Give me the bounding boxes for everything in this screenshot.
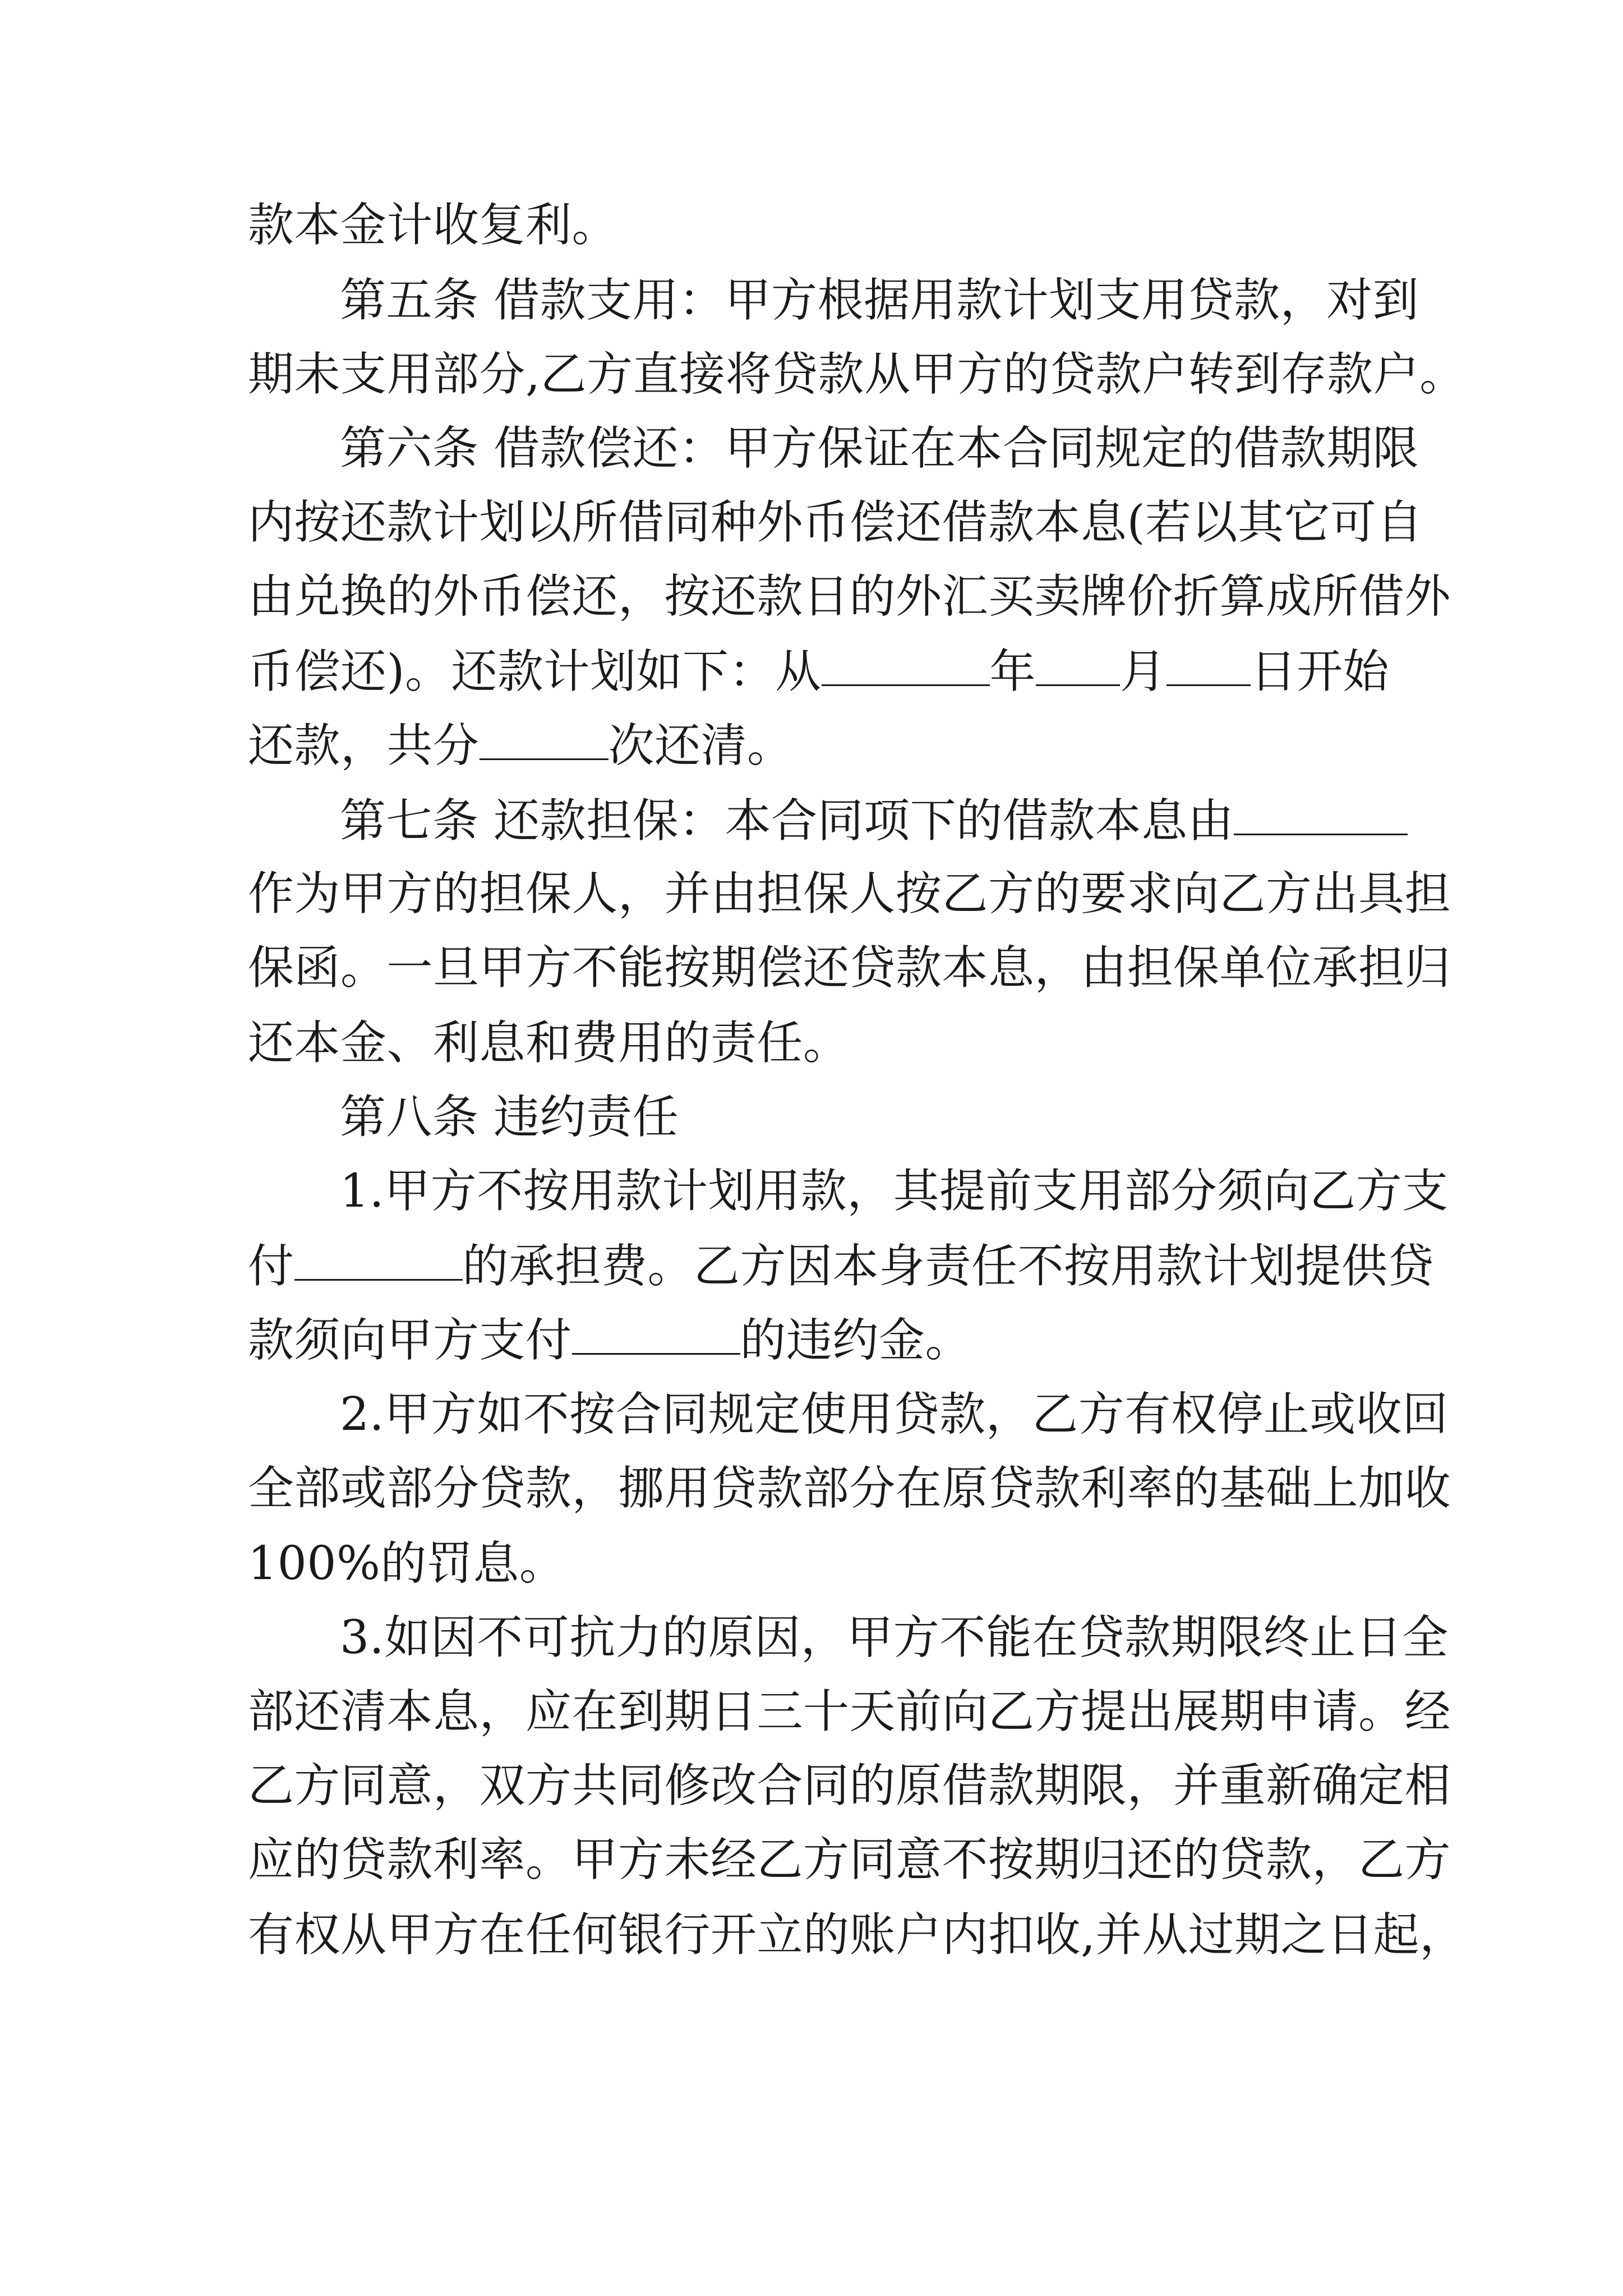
text-segment: 作为甲方的担保人，并由担保人按乙方的要求向乙方出具担 xyxy=(248,867,1451,921)
text-segment: 应的贷款利率。甲方未经乙方同意不按期归还的贷款，乙方 xyxy=(248,1833,1451,1887)
text-line xyxy=(248,273,1419,329)
text-line xyxy=(248,1536,565,1592)
text-line xyxy=(248,1239,1434,1295)
text-segment: 乙方同意，双方共同修改合同的原借款期限，并重新确定相 xyxy=(248,1759,1451,1812)
text-segment: 次还清。 xyxy=(608,719,794,772)
text-line xyxy=(248,940,1451,996)
text-line xyxy=(248,866,1451,922)
text-segment: 由兑换的外币偿还，按还款日的外汇买卖牌价折算成所借外 xyxy=(248,570,1451,623)
text-line xyxy=(248,1387,1449,1443)
text-segment: 的承担费。乙方因本身责任不按用款计划提供贷 xyxy=(462,1240,1435,1293)
fill-in-blank xyxy=(1234,793,1408,835)
text-segment: 第五条 借款支用：甲方根据用款计划支用贷款，对到 xyxy=(340,274,1419,327)
text-line xyxy=(248,1163,1449,1220)
text-line xyxy=(248,197,618,254)
text-line xyxy=(248,1015,850,1071)
text-segment: 第八条 违约责任 xyxy=(340,1091,679,1144)
text-line xyxy=(248,1461,1451,1517)
fill-in-blank xyxy=(822,644,990,686)
text-segment: 保函。一旦甲方不能按期偿还贷款本息，由担保单位承担归 xyxy=(248,941,1451,995)
text-segment: 日开始 xyxy=(1250,645,1390,698)
text-segment: 3.如因不可抗力的原因，甲方不能在贷款期限终止日全 xyxy=(340,1611,1449,1664)
text-segment: 款须向甲方支付 xyxy=(248,1314,572,1367)
text-segment: 还本金、利息和费用的责任。 xyxy=(248,1016,850,1070)
text-line xyxy=(248,1610,1449,1666)
fill-in-blank xyxy=(1036,644,1120,686)
text-line xyxy=(248,1758,1451,1814)
text-line xyxy=(248,718,794,774)
text-segment: 第六条 借款偿还：甲方保证在本合同规定的借款期限 xyxy=(340,422,1419,475)
text-line xyxy=(248,347,1466,403)
text-segment: 币偿还)。还款计划如下：从 xyxy=(248,645,822,698)
text-segment: 期未支用部分,乙方直接将贷款从甲方的贷款户转到存款户。 xyxy=(248,348,1466,401)
text-segment: 有权从甲方在任何银行开立的账户内扣收,并从过期之日起， xyxy=(248,1908,1466,1962)
text-line xyxy=(248,1832,1451,1888)
text-segment: 全部或部分贷款，挪用贷款部分在原贷款利率的基础上加收 xyxy=(248,1462,1451,1515)
text-segment: 月 xyxy=(1120,645,1166,698)
text-segment: 还款，共分 xyxy=(248,719,479,772)
text-line xyxy=(248,569,1451,625)
fill-in-blank xyxy=(479,718,608,760)
fill-in-blank xyxy=(1166,644,1251,686)
text-line xyxy=(248,793,1408,849)
fill-in-blank xyxy=(294,1239,463,1281)
text-line xyxy=(248,1907,1466,1963)
text-segment: 的违约金。 xyxy=(740,1314,972,1367)
text-segment: 第七条 还款担保：本合同项下的借款本息由 xyxy=(340,794,1234,848)
text-segment: 100%的罚息。 xyxy=(248,1537,566,1590)
text-line xyxy=(248,644,1389,700)
text-line xyxy=(248,1313,971,1369)
text-line xyxy=(248,1089,679,1145)
text-line xyxy=(248,495,1423,551)
text-segment: 2.甲方如不按合同规定使用贷款，乙方有权停止或收回 xyxy=(340,1388,1449,1441)
text-line xyxy=(248,421,1419,477)
text-segment: 款本金计收复利。 xyxy=(248,199,619,252)
text-segment: 1.甲方不按用款计划用款，其提前支用部分须向乙方支 xyxy=(340,1165,1449,1218)
text-segment: 部还清本息，应在到期日三十天前向乙方提出展期申请。经 xyxy=(248,1685,1451,1738)
text-segment: 年 xyxy=(989,645,1036,698)
text-segment: 付 xyxy=(248,1240,294,1293)
fill-in-blank xyxy=(572,1313,740,1355)
text-segment: 内按还款计划以所借同种外币偿还借款本息(若以其它可自 xyxy=(248,496,1423,549)
text-line xyxy=(248,1684,1451,1740)
